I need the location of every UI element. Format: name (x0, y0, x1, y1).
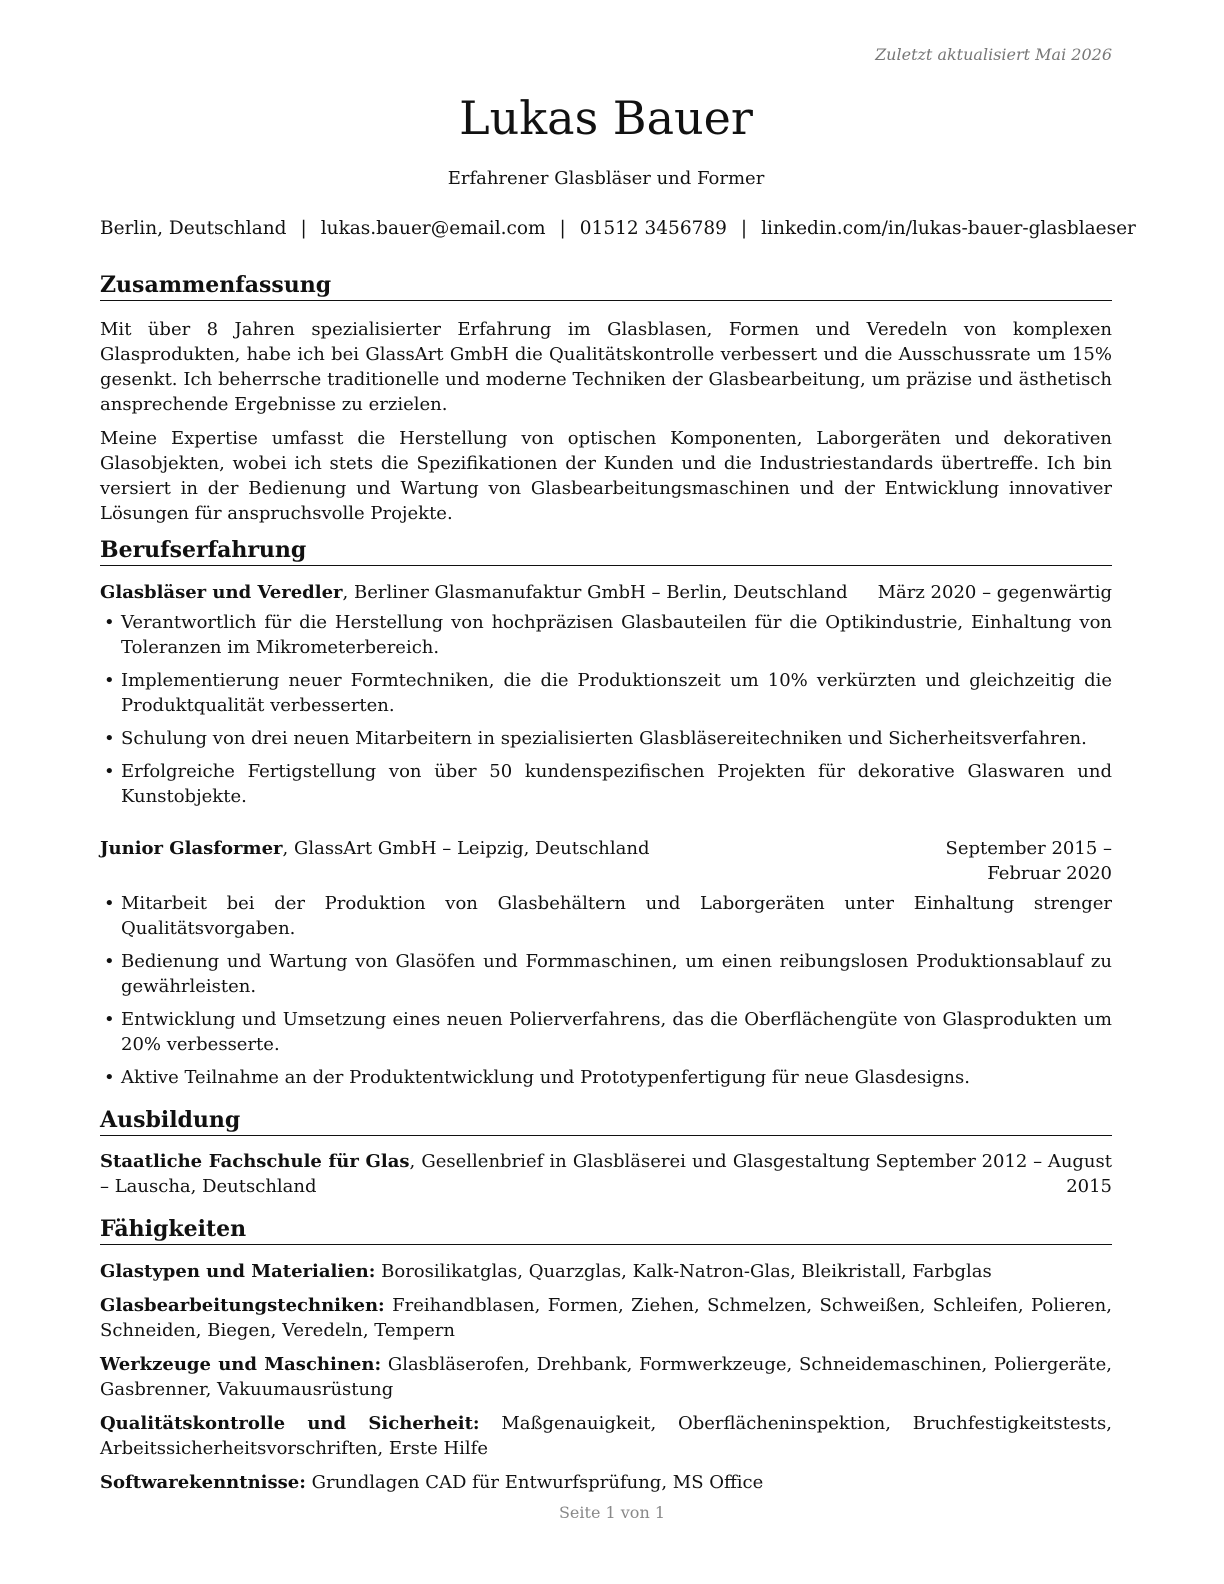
education-entry (100, 1149, 1112, 1199)
job-role: Glasbläser und Veredler (100, 582, 343, 603)
bullet-text: Schulung von drei neuen Mitarbeitern in spezialisierten Glasbläsereitechniken und Sicherheitsverfahren. (121, 728, 1087, 749)
resume-page (100, 40, 1136, 1495)
skill-row (100, 1411, 1112, 1461)
skill-row (100, 1259, 1112, 1284)
skill-row (100, 1352, 1112, 1402)
bullet-text: Erfolgreiche Fertigstellung von über 50 kundenspezifischen Projekten für dekorative Glaswaren und Kunstobjekte. (121, 761, 1112, 807)
list-item (100, 610, 1112, 660)
section-heading-summary: Zusammenfassung (100, 271, 1112, 301)
bullet-icon: • (104, 1067, 115, 1088)
separator: | (740, 218, 748, 239)
separator: | (300, 218, 307, 239)
bullet-text: Mitarbeit bei der Produktion von Glasbehältern und Laborgeräten unter Einhaltung strenger Qualitätsvorgaben. (121, 893, 1112, 939)
list-item (100, 1007, 1112, 1057)
candidate-title: Erfahrener Glasbläser und Former (447, 168, 765, 189)
job-role: Junior Glasformer (100, 838, 283, 859)
summary-paragraph: Mit über 8 Jahren spezialisierter Erfahrung im Glasblasen, Formen und Veredeln von komplexen Glasprodukten, habe ich bei GlassArt GmbH die Qualitätskontrolle verbessert und die Ausschussrate um 15% gesenkt. Ich beherrsche traditionelle und moderne Techniken der Glasbearbeitung, um präzise und ästhetisch ansprechende Ergebnisse zu erzielen. (100, 319, 1112, 415)
job-title-line (100, 580, 848, 605)
skill-value: Glasbläserofen, Drehbank, Formwerkzeuge, Schneidemaschinen, Poliergeräte, Gasbrenner, Vakuumausrüstung (100, 1354, 1113, 1400)
contact-email[interactable]: lukas.bauer@email.com (320, 218, 546, 239)
list-item (100, 1065, 1112, 1090)
skill-label: Softwarekenntnisse: (100, 1472, 306, 1493)
job-bullets (100, 891, 1112, 1090)
page-number: Seite 1 von 1 (558, 1503, 666, 1522)
skill-label: Glasbearbeitungstechniken: (100, 1295, 385, 1316)
separator: | (559, 218, 566, 239)
education-date: September 2012 – August 2015 (875, 1151, 1112, 1197)
candidate-name: Lukas Bauer (459, 91, 753, 145)
bullet-icon: • (104, 761, 115, 782)
bullet-text: Implementierung neuer Formtechniken, die die Produktionszeit um 10% verkürzten und gleichzeitig die Produktqualität verbesserten. (121, 670, 1112, 716)
job-date: März 2020 – gegenwärtig (877, 582, 1112, 603)
contact-phone[interactable]: 01512 3456789 (579, 218, 727, 239)
degree-text: , Gesellenbrief in Glasbläserei und Glasgestaltung – Lauscha, Deutschland (100, 1151, 871, 1197)
section-heading-skills: Fähigkeiten (100, 1215, 1112, 1245)
skill-label: Glastypen und Materialien: (100, 1261, 376, 1282)
bullet-text: Bedienung und Wartung von Glasöfen und Formmaschinen, um einen reibungslosen Produktionsablauf zu gewährleisten. (121, 951, 1112, 997)
section-heading-experience: Berufserfahrung (100, 536, 1112, 566)
list-item (100, 726, 1112, 751)
bullet-icon: • (104, 951, 115, 972)
skill-value: Grundlagen CAD für Entwurfsprüfung, MS Office (305, 1472, 764, 1493)
contact-line (100, 216, 1136, 241)
bullet-icon: • (104, 893, 115, 914)
list-item (100, 891, 1112, 941)
skills-section (100, 1215, 1112, 1495)
list-item (100, 949, 1112, 999)
contact-linkedin[interactable]: linkedin.com/in/lukas-bauer-glasblaeser (761, 218, 1136, 239)
summary-paragraph: Meine Expertise umfasst die Herstellung von optischen Komponenten, Laborgeräten und dekorativen Glasobjekten, wobei ich stets die Spezifikationen der Kunden und die Industriestandards übertreffe. Ich bin versiert in der Bedienung und Wartung von Glasbearbeitungsmaschinen und der Entwicklung innovativer Lösungen für anspruchsvolle Projekte. (100, 428, 1112, 524)
job-entry (100, 836, 1112, 1090)
skill-value: Maßgenauigkeit, Oberflächeninspektion, Bruchfestigkeitstests, Arbeitssicherheitsvorschriften, Erste Hilfe (100, 1413, 1112, 1459)
contact-location: Berlin, Deutschland (100, 218, 287, 239)
section-heading-education: Ausbildung (100, 1106, 1112, 1136)
bullet-icon: • (104, 1009, 115, 1030)
job-header (100, 836, 1112, 886)
education-section (100, 1106, 1112, 1199)
job-company: , Berliner Glasmanufaktur GmbH – Berlin, Deutschland (342, 582, 848, 603)
skill-row (100, 1470, 1112, 1495)
bullet-icon: • (104, 612, 115, 633)
job-date: September 2015 – Februar 2020 (945, 838, 1112, 884)
list-item (100, 759, 1112, 809)
skill-value: Freihandblasen, Formen, Ziehen, Schmelzen, Schweißen, Schleifen, Polieren, Schneiden, Biegen, Veredeln, Tempern (100, 1295, 1112, 1341)
job-bullets (100, 610, 1112, 809)
experience-section (100, 536, 1112, 1090)
skill-value: Borosilikatglas, Quarzglas, Kalk-Natron-Glas, Bleikristall, Farbglas (375, 1261, 992, 1282)
list-item (100, 668, 1112, 718)
summary-section (100, 271, 1112, 526)
skill-row (100, 1293, 1112, 1343)
job-company: , GlassArt GmbH – Leipzig, Deutschland (282, 838, 650, 859)
bullet-icon: • (104, 728, 115, 749)
last-updated: Zuletzt aktualisiert Mai 2026 (875, 45, 1112, 64)
bullet-icon: • (104, 670, 115, 691)
job-header (100, 580, 1112, 605)
skill-label: Werkzeuge und Maschinen: (100, 1354, 382, 1375)
bullet-text: Entwicklung und Umsetzung eines neuen Polierverfahrens, das die Oberflächengüte von Glasprodukten um 20% verbesserte. (121, 1009, 1112, 1055)
school-name: Staatliche Fachschule für Glas (100, 1151, 410, 1172)
job-entry (100, 580, 1112, 809)
skill-label: Qualitätskontrolle und Sicherheit: (100, 1413, 480, 1434)
bullet-text: Verantwortlich für die Herstellung von hochpräzisen Glasbauteilen für die Optikindustrie, Einhaltung von Toleranzen im Mikrometerbereich. (121, 612, 1112, 658)
bullet-text: Aktive Teilnahme an der Produktentwicklung und Prototypenfertigung für neue Glasdesigns. (121, 1067, 970, 1088)
education-details (100, 1149, 870, 1199)
job-title-line (100, 836, 650, 886)
